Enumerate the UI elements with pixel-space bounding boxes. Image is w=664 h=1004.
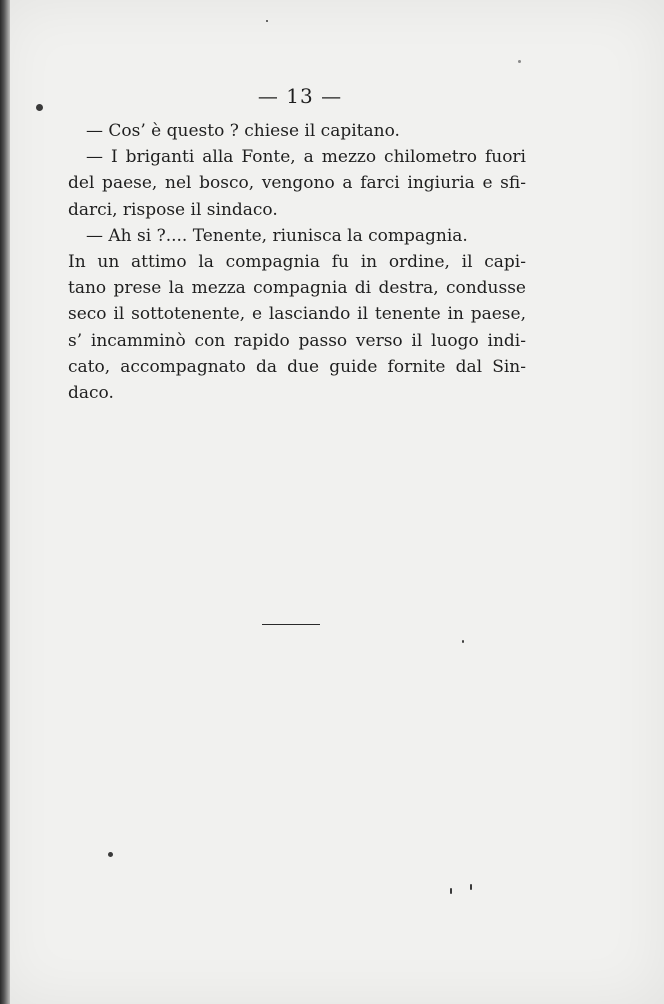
- text-line: — I briganti alla Fonte, a mezzo chilometro fuori: [86, 147, 526, 168]
- ink-speck: [108, 852, 113, 857]
- body-text: [68, 118, 526, 406]
- text-line: seco il sottotenente, e lasciando il tenente in paese,: [68, 304, 526, 325]
- section-end-rule: [262, 624, 320, 625]
- text-line: tano prese la mezza compagnia di destra, condusse: [68, 278, 526, 299]
- text-line: s’ incamminò con rapido passo verso il luogo indi-: [68, 330, 526, 351]
- page-number: — 13 —: [257, 84, 343, 108]
- ink-speck: [470, 884, 472, 890]
- ink-speck: [450, 888, 452, 894]
- ink-speck: [518, 60, 521, 63]
- text-line: — Cos’ è questo ? chiese il capitano.: [86, 121, 400, 141]
- text-line: In un attimo la compagnia fu in ordine, il capi-: [68, 252, 526, 273]
- text-line: del paese, nel bosco, vengono a farci ingiuria e sfi-: [68, 173, 526, 194]
- text-line: darci, rispose il sindaco.: [68, 199, 278, 220]
- text-line: daco.: [68, 383, 114, 404]
- ink-speck: [462, 640, 464, 643]
- text-line: — Ah si ?.... Tenente, riunisca la compagnia.: [86, 225, 468, 246]
- page-binding-edge: [0, 0, 10, 1004]
- text-line: cato, accompagnato da due guide fornite dal Sin-: [68, 356, 526, 377]
- ink-speck: [36, 104, 43, 111]
- ink-speck: [266, 20, 268, 22]
